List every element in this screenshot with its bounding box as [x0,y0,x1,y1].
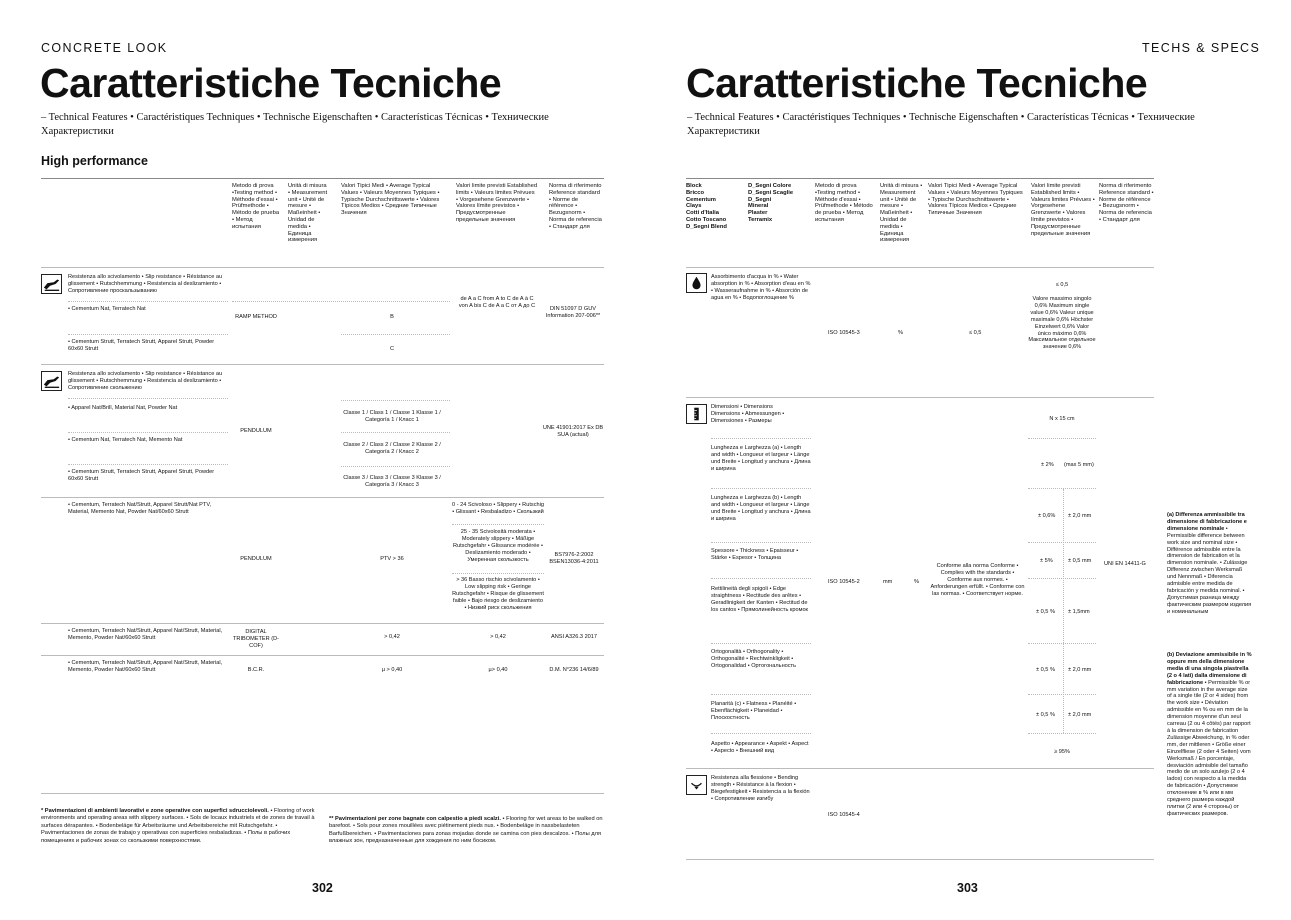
length-b-title: Lunghezza e Larghezza (b) • Length and width • Longueur et largeur • Länge und Breite • Longitud y anchura • Длина и ширина [711,495,811,522]
note-a [1167,512,1253,616]
ptv-row-method: PENDULUM [240,556,272,562]
slip-resistance-icon-2 [41,371,62,391]
right-subtitle: – Technical Features • Caractéristiques Techniques • Technische Eigenschaften • Características Técnicas • Технические Характеристики [687,112,1195,137]
absorption-unit: % [898,330,903,336]
product-name: Cotti d'Italia [686,210,719,217]
right-kicker: TECHS & SPECS [1142,41,1261,55]
left-kicker: CONCRETE LOOK [41,41,168,55]
ptv-limit-2: 25 - 35 Scivolosità moderata • Moderately slippery • Mäßige Rutschgefahr • Glissance modérée • Deslizamiento moderado • Умеренная скользкость [452,529,544,563]
left-header-method: Metodo di prova •Testing method • Méthode d'essai • Prüfmethode • Método de prueba • Метод испытания [232,183,280,230]
bcr-row-limit: µ> 0,40 [488,667,508,673]
group1-row2-product: • Cementum Strutt, Terratech Strutt, Apparel Strutt, Powder 60x60 Strutt [68,339,215,352]
product-name: Block [686,183,702,189]
straightness-limit-1: ± 0,5 % [1036,609,1055,615]
group1-row1-product: • Cementum Nat, Terratech Nat [68,306,146,312]
left-section-title: High performance [41,154,148,168]
product-name: Mineral [748,203,769,210]
group1-title: Resistenza allo scivolamento • Slip resistance • Résistance au glissement • Rutschhemmung • Resistencia al deslizamiento • Сопротивление проскальзыванию [68,274,223,294]
left-header-limits: Valori limite previsti Established limits • Valeurs limites Prévues • Vorgesehene Grenzwerte • Valores límite previstos • Предусмотренные предельные значения [456,183,538,223]
product-name: Clays [686,203,702,210]
orthogonality-limit-2: ± 2,0 mm [1068,667,1092,673]
absorption-typical: ≤ 0,5 [969,330,982,336]
note-b [1167,652,1253,818]
bcr-row-standard: D.M. N°236 14/6/89 [549,667,599,673]
product-name: D_Segni Scaglie [748,189,794,196]
length-b-limit-1: ± 0,6% [1038,513,1056,519]
note-a-bold: (a) Differenza ammissibile tra dimensione di fabbricazione e dimensione nominale [1167,512,1247,532]
left-page-number: 302 [312,881,333,895]
footnote-2-bold: ** Pavimentazioni per zone bagnate con calpestio a piedi scalzi. [329,816,501,822]
product-name: D_Segni Blend [686,223,727,230]
left-page-title: Caratteristiche Tecniche [40,60,502,106]
group2-title: Resistenza allo scivolamento • Slip resistance • Résistance au glissement • Rutschhemmung • Resistencia al deslizamiento • Сопротивление скольжению [68,371,223,391]
ptv-row-value: PTV > 36 [380,556,404,562]
product-name: Cotto Toscano [686,216,727,223]
group1-standard: DIN 51097 D GUV Information 207-006** [545,306,601,319]
group1-row1-method: RAMP METHOD [235,314,277,320]
flatness-limit-1: ± 0,5 % [1036,712,1055,718]
footnote-1-text: • Flooring of work environments and operating areas with slippery surfaces. • Sols de locaux industriels et de zones de travail à surfaces dérapantes. • Bodenbeläge für Arbeitsräume und Arbeitsbereiche mit Rutschgefahr. • Pavimentaciones de zonas de trabajo y operativas con superficies resbaladizas. • Полы в рабочих помещениях и рабочих зонах со скользкими поверхностями. [41,808,315,844]
group2-standard: UNE 41901:2017 Ex DB SUA (actual) [542,425,604,438]
note-b-text: • Permissible % or mm variation in the average size of a single tile (2 or 4 sides) from the work size • Déviation admissible en % ou en mm de la dimension moyenne d'un seul carreau (2 ou 4 côtés) par rapport à la dimension de fabrication Zulässige Abweichung, in % oder mm, der mittleren • Größe einer Einzelfliese (2 oder 4 Seiten) vom Werksmaß / En porcentaje, desviación admisible del tamaño medio de un solo azulejo (2 o 4 lados) con respecto a la medida de fabricación • Допустимое отклонение в % или в мм среднего размера каждой плитки (2 или 4 стороны) от фактических размеров. [1167,679,1251,817]
absorption-limit: Valore massimo singolo 0,6% Maximum single value 0,6% Valeur unique maximale 0,6% Höchster Einzelwert 0,6% Valor único máximo 0,6% Максимальное отдельное значение 0,6% [1028,296,1096,351]
footnote-2 [329,816,604,846]
group1-row1-value: B [390,314,394,320]
ruler-icon [686,404,707,424]
group1-limits: de A a C from A to C de A à C von A bis C de A a C от A до C [458,296,536,309]
group2-row3-value: Classe 3 / Class 3 / Classe 3 Klasse 3 / Categoría 3 / Класс 3 [343,475,441,488]
appearance-title: Aspetto • Appearance • Aspekt • Aspect • Aspecto • Внешний вид [711,741,809,754]
thickness-limit-1: ± 5% [1040,558,1053,564]
product-list-2 [748,183,810,224]
water-drop-icon [686,273,707,293]
dimensions-title: Dimensioni • Dimensions Dimensions • Abmessungen • Dimensiones • Размеры [711,404,785,424]
orthogonality-limit-1: ± 0,5 % [1036,667,1055,673]
left-header-standard: Norma di riferimento Reference standard • Norme de référence • Bezugsnorm • Norma de referencia • Стандарт для [549,183,602,230]
group2-method: PENDULUM [240,428,272,434]
absorption-title: Assorbimento d'acqua in % • Water absorption in % • Absorption d'eau en % • Wasseraufnahme in % • Absorción de agua en % • Водопоглощение % [711,274,811,301]
dcof-row-value: > 0,42 [384,634,400,640]
length-a-title: Lunghezza e Larghezza (a) • Length and width • Longueur et largeur • Länge und Breite • Longitud y anchura • Длина и ширина [711,445,811,472]
product-name: D_Segni Colore [748,183,792,189]
ptv-row-product: • Cementum, Terratech Nat/Strutt, Apparel Strutt/Nat PTV, Material, Memento Nat, Powder Nat/60x60 Strutt [68,502,212,515]
right-header-method: Metodo di prova •Testing method • Méthode d'essai • Prüfmethode • Método de prueba • Метод испытания [815,183,873,223]
group2-row1-value: Classe 1 / Class 1 / Classe 1 Klasse 1 / Categoría 1 / Класс 1 [343,410,441,423]
dimensions-unit-mm: mm [883,579,893,585]
appearance-limit: ≥ 95% [1054,749,1070,755]
dimensions-standard: UNI EN 14411-G [1104,561,1146,567]
thickness-title: Spessore • Thickness • Epaisseur • Stärke • Espesor • Толщина [711,548,799,561]
orthogonality-title: Ortogonalità • Orthogonality • Orthogonalité • Rechtwinkligkeit • Ortogonalidad • Ортогональность [711,649,797,669]
bcr-row-product: • Cementum, Terratech Nat/Strutt, Apparel Nat/Strutt, Material, Memento, Powder Nat/60x60 Strutt [68,660,223,673]
thickness-limit-2: ± 0,5 mm [1068,558,1092,564]
group2-row3-product: • Cementum Strutt, Terratech Strutt, Apparel Strutt, Powder 60x60 Strutt [68,469,215,482]
footnote-1-bold: * Pavimentazioni di ambienti lavorativi e zone operative con superfici sdrucciolevoli. [41,808,269,814]
note-a-text: • Permissible difference between work size and nominal size • Différence admissible entre la dimension de fabrication et la dimension nominale. • Zulässige Differenz zwischen Werksmaß und Nennmaß • Diferencia admisible entre medida de fabricación y medida nominal. • Допустимая разница между фактическим размером изделия и номинальным [1167,525,1252,615]
straightness-title: Rettilineità degli spigoli • Edge straightness • Rectitude des arêtes • Geradlinigkeit der Kanten • Rectitud de los cantos • Прямолинейность кромок [711,586,808,613]
note-b-bold: (b) Deviazione ammissibile in % oppure mm della dimensione media di una singola piastrella (2 o 4 lati) dalla dimensione di fabbricazione [1167,652,1252,686]
bending-icon [686,775,707,795]
bending-method: ISO 10545-4 [828,812,860,818]
absorption-limit-top: ≤ 0,5 [1055,282,1069,288]
length-a-limit-1: ± 2% [1041,462,1054,468]
group2-row2-value: Classe 2 / Class 2 / Classe 2 Klasse 2 / Categoría 2 / Класс 2 [343,442,441,455]
group1-row2-value: C [389,346,395,352]
dcof-row-standard: ANSI A326.3 2017 [550,634,598,640]
product-name: Bricco [686,189,705,196]
footnote-1 [41,808,317,845]
ptv-limit-1: 0 - 24 Scivoloso • Slippery • Rutschig • Glissant • Resbaladizo • Скользкий [452,502,544,515]
ptv-limit-3: > 36 Basso rischio scivolamento • Low slipping risk • Geringe Rutschgefahr • Risque de glissement faible • Bajo riesgo de deslizamiento • Низкий риск скольжения [452,577,544,611]
dcof-row-product: • Cementum, Terratech Nat/Strutt, Apparel Nat/Strutt, Material, Memento, Powder Nat/60x60 Strutt [68,628,223,641]
flatness-title: Planarità (c) • Flatness • Planéité • Ebenflächigkeit • Planeidad • Плоскостность [711,701,797,721]
product-name: Plaster [748,210,768,217]
product-name: D_Segni [748,196,772,203]
product-list-1 [686,183,746,231]
ptv-standard: BS7976-2:2002 BSEN13036-4:2011 [549,552,599,565]
bcr-row-method: B.C.R. [247,667,265,673]
right-header-typical: Valori Tipici Medi • Average Typical Values • Valeurs Moyennes Typiques • Typische Durchschnittswerte • Valores Típicos Medios • Средние Типичные Значения [928,183,1023,217]
group2-row1-product: • Apparel Nat/Brill, Material Nat, Powder Nat [68,405,178,411]
bending-title: Resistenza alla flessione • Bending strength • Résistance à la flexion • Biegefestigkeit • Resistencia a la flexión • Сопротивление изгибу [711,775,810,802]
right-header-limits: Valori limite previsti Established limits • Valeurs limites Prévues • Vorgesehene Grenzwerte • Valores límite previstos • Предусмотренные предельные значения [1031,183,1095,237]
right-header-standard: Norma di riferimento Reference standard • Norme de référence • Bezugsnorm • Norma de referencia • Стандарт для [1099,183,1154,223]
product-name: Cementum [686,196,716,203]
length-a-limit-2: (max 5 mm) [1064,462,1094,468]
group2-row2-product: • Cementum Nat, Terratech Nat, Memento Nat [68,437,183,443]
length-b-limit-2: ± 2,0 mm [1068,513,1092,519]
dimensions-typical: Conforme alla norma Conforme • Complies with the standards • Conforme aux normes. • Anforderungen erfüllt. • Conforme con las normas. • Соответствует норме. [930,563,1025,597]
right-page-number: 303 [957,881,978,895]
dcof-row-method: DIGITAL TRIBOMETER (D-COF) [233,629,279,649]
left-header-typical: Valori Tipici Medi • Average Typical Values • Valeurs Moyennes Typiques • Typische Durchschnittswerte • Valores Típicos Medios • Средние Типичные Значения [341,183,440,217]
right-page-title: Caratteristiche Tecniche [686,60,1148,106]
product-name: Terramix [748,216,773,223]
dcof-row-limit: > 0,42 [490,634,506,640]
right-header-unit: Unità di misura • Measurement unit • Unité de mesure • Maßeinheit • Unidad de medida • Единица измерения [880,183,923,244]
left-header-unit: Unità di misura • Measurement unit • Unité de mesure • Maßeinheit • Unidad de medida • Единица измерения [288,183,328,244]
slip-resistance-icon [41,274,62,294]
flatness-limit-2: ± 2,0 mm [1068,712,1092,718]
dimensions-unit-percent: % [914,579,919,585]
left-subtitle: – Technical Features • Caractéristiques Techniques • Technische Eigenschaften • Características Técnicas • Технические Характеристики [41,112,549,137]
dimensions-method: ISO 10545-2 [828,579,860,585]
absorption-method: ISO 10545-3 [828,330,860,336]
bcr-row-value: µ > 0,40 [381,667,403,673]
footnote-2-text: • Flooring for wet areas to be walked on barefoot. • Sols pour zones mouillées avec piétinement pieds nus. • Bodenbeläge in nassbelasteten Barfußbereichen. • Pavimentaciones para zonas mojadas donde se camina con pies descalzos. • Полы для влажных зон, предназначенные для хождения по ним босиком. [329,816,603,845]
dimensions-limit: N x 15 cm [1049,416,1075,422]
straightness-limit-2: ± 1,5mm [1068,609,1090,615]
